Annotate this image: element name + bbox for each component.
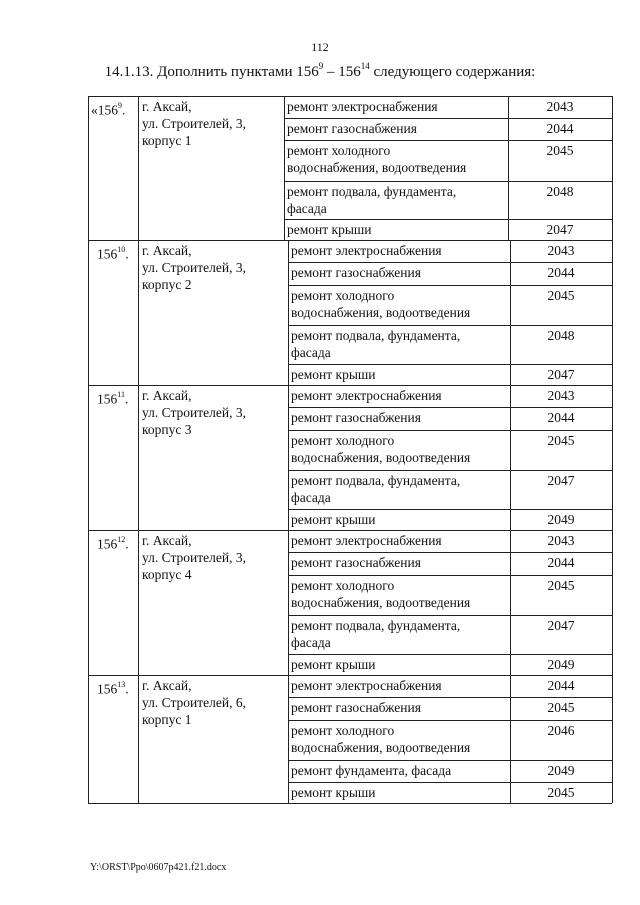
address-line: корпус 4 — [142, 567, 192, 582]
table-rule-vertical — [88, 675, 89, 803]
address-line: г. Аксай, — [142, 243, 192, 258]
item-number — [97, 532, 129, 553]
work-name: ремонт холодного — [287, 143, 391, 158]
table-rule-horizontal — [288, 552, 612, 553]
item-number-base: 156 — [97, 536, 118, 552]
heading-middle: – 156 — [323, 64, 361, 80]
item-number-superscript: 10 — [117, 245, 126, 254]
table-rule-horizontal — [288, 575, 612, 576]
table-rule-horizontal — [288, 430, 612, 431]
work-name: ремонт подвала, фундамента, — [287, 184, 457, 199]
work-name: ремонт холодного — [291, 288, 395, 303]
work-name: ремонт газоснабжения — [287, 121, 417, 136]
item-number-superscript: 12 — [117, 535, 126, 544]
table-rule-horizontal — [288, 325, 612, 326]
work-name: ремонт электроснабжения — [291, 678, 442, 693]
address-line: ул. Строителей, 3, — [142, 260, 246, 275]
table-rule-horizontal — [288, 509, 612, 510]
table-rule-horizontal — [88, 96, 612, 97]
item-number — [97, 242, 129, 263]
work-name: ремонт крыши — [291, 785, 376, 800]
table-rule-horizontal — [288, 407, 612, 408]
item-number-base: «156 — [91, 102, 118, 118]
work-year: 2044 — [547, 410, 575, 425]
work-name: фасада — [291, 635, 331, 650]
address-line: корпус 1 — [142, 712, 192, 727]
table-rule-horizontal — [284, 181, 612, 182]
work-year: 2047 — [547, 367, 575, 382]
table-rule-vertical — [88, 96, 89, 240]
address-line: корпус 1 — [142, 133, 192, 148]
item-number — [97, 387, 128, 408]
item-number-base: 156 — [97, 246, 118, 262]
table-rule-horizontal — [288, 364, 612, 365]
work-year: 2049 — [547, 657, 575, 672]
table-rule-vertical — [88, 530, 89, 675]
address-line: г. Аксай, — [142, 388, 192, 403]
work-name: водоснабжения, водоотведения — [291, 740, 471, 755]
item-number-superscript: 13 — [117, 680, 126, 689]
work-name: фасада — [291, 345, 331, 360]
file-path-footer: Y:\ORST\Ppo\0607p421.f21.docx — [90, 862, 227, 873]
work-name: ремонт подвала, фундамента, — [291, 328, 461, 343]
heading-prefix: 14.1.13. Дополнить пунктами 156 — [104, 64, 319, 80]
table-rule-horizontal — [284, 118, 612, 119]
work-year: 2047 — [547, 618, 575, 633]
item-number-base: 156 — [97, 391, 118, 407]
page-number: 112 — [311, 40, 329, 54]
heading-sup-start: 9 — [318, 61, 324, 71]
address-line: корпус 3 — [142, 422, 192, 437]
work-year: 2045 — [547, 785, 575, 800]
address-line: г. Аксай, — [142, 678, 192, 693]
table-rule-horizontal — [288, 262, 612, 263]
address-line: ул. Строителей, 3, — [142, 116, 246, 131]
work-year: 2046 — [547, 723, 575, 738]
table-rule-horizontal — [288, 720, 612, 721]
work-year: 2045 — [547, 433, 575, 448]
work-year: 2048 — [546, 184, 574, 199]
work-year: 2043 — [547, 243, 575, 258]
work-name: водоснабжения, водоотведения — [291, 595, 471, 610]
item-number-dot: . — [124, 391, 129, 407]
table-rule-vertical — [612, 240, 613, 385]
work-year: 2047 — [546, 222, 574, 237]
work-year: 2044 — [547, 678, 575, 693]
work-name: ремонт холодного — [291, 723, 395, 738]
work-year: 2049 — [547, 512, 575, 527]
table-rule-horizontal — [288, 285, 612, 286]
address-line: г. Аксай, — [142, 533, 192, 548]
address-line: корпус 2 — [142, 277, 192, 292]
table-rule-vertical — [88, 240, 89, 385]
work-name: ремонт холодного — [291, 433, 395, 448]
table-rule-vertical — [138, 96, 139, 240]
work-name: ремонт подвала, фундамента, — [291, 618, 461, 633]
table-rule-vertical — [88, 385, 89, 530]
table-rule-vertical — [612, 385, 613, 530]
table-rule-vertical — [138, 530, 139, 675]
work-name: водоснабжения, водоотведения — [291, 450, 471, 465]
work-year: 2048 — [547, 328, 575, 343]
work-name: ремонт крыши — [291, 512, 376, 527]
table-rule-horizontal — [284, 219, 612, 220]
work-year: 2044 — [547, 265, 575, 280]
table-rule-horizontal — [284, 140, 612, 141]
table-rule-horizontal — [288, 782, 612, 783]
work-year: 2043 — [547, 533, 575, 548]
work-name: ремонт электроснабжения — [291, 388, 442, 403]
table-rule-horizontal — [88, 803, 612, 804]
work-year: 2047 — [547, 473, 575, 488]
table-rule-horizontal — [88, 240, 612, 241]
address-line: ул. Строителей, 6, — [142, 695, 246, 710]
work-name: ремонт электроснабжения — [291, 243, 442, 258]
item-number-dot: . — [125, 536, 129, 552]
table-rule-horizontal — [88, 675, 612, 676]
table-rule-vertical — [612, 675, 613, 803]
table-rule-horizontal — [288, 470, 612, 471]
item-number-superscript: 11 — [117, 390, 125, 399]
work-name: ремонт крыши — [291, 657, 376, 672]
address-line: г. Аксай, — [142, 99, 192, 114]
table-rule-vertical — [138, 385, 139, 530]
address-line: ул. Строителей, 3, — [142, 550, 246, 565]
table-rule-vertical — [612, 96, 613, 240]
table-rule-horizontal — [288, 697, 612, 698]
item-number-base: 156 — [97, 681, 118, 697]
work-year: 2045 — [547, 700, 575, 715]
work-year: 2044 — [547, 555, 575, 570]
work-year: 2049 — [547, 763, 575, 778]
table-rule-vertical — [138, 675, 139, 803]
work-name: фасада — [287, 201, 327, 216]
work-name: ремонт крыши — [287, 222, 372, 237]
work-year: 2045 — [546, 143, 574, 158]
table-rule-horizontal — [88, 385, 612, 386]
work-name: водоснабжения, водоотведения — [291, 305, 471, 320]
table-rule-vertical — [288, 675, 289, 803]
work-name: ремонт крыши — [291, 367, 376, 382]
work-name: ремонт газоснабжения — [291, 555, 421, 570]
table-rule-vertical — [612, 530, 613, 675]
work-name: ремонт электроснабжения — [291, 533, 442, 548]
item-number — [91, 98, 125, 119]
work-name: ремонт электроснабжения — [287, 99, 438, 114]
item-number — [97, 677, 129, 698]
item-number-dot: . — [125, 681, 129, 697]
item-number-superscript: 9 — [118, 101, 122, 110]
work-name: фасада — [291, 490, 331, 505]
work-name: ремонт газоснабжения — [291, 265, 421, 280]
table-rule-vertical — [138, 240, 139, 385]
page-heading — [0, 62, 640, 81]
work-name: ремонт газоснабжения — [291, 700, 421, 715]
work-year: 2045 — [547, 288, 575, 303]
table-rule-horizontal — [288, 615, 612, 616]
heading-sup-end: 14 — [360, 61, 370, 71]
address-line: ул. Строителей, 3, — [142, 405, 246, 420]
item-number-dot: . — [125, 246, 129, 262]
work-name: ремонт холодного — [291, 578, 395, 593]
work-year: 2045 — [547, 578, 575, 593]
work-name: ремонт газоснабжения — [291, 410, 421, 425]
work-name: ремонт подвала, фундамента, — [291, 473, 461, 488]
table-rule-horizontal — [88, 530, 612, 531]
item-number-dot: . — [122, 102, 126, 118]
heading-suffix: следующего содержания: — [369, 64, 536, 80]
table-rule-horizontal — [288, 760, 612, 761]
work-name: ремонт фундамента, фасада — [291, 763, 452, 778]
table-rule-horizontal — [288, 654, 612, 655]
work-name: водоснабжения, водоотведения — [287, 160, 467, 175]
work-year: 2044 — [546, 121, 574, 136]
work-year: 2043 — [547, 388, 575, 403]
work-year: 2043 — [546, 99, 574, 114]
